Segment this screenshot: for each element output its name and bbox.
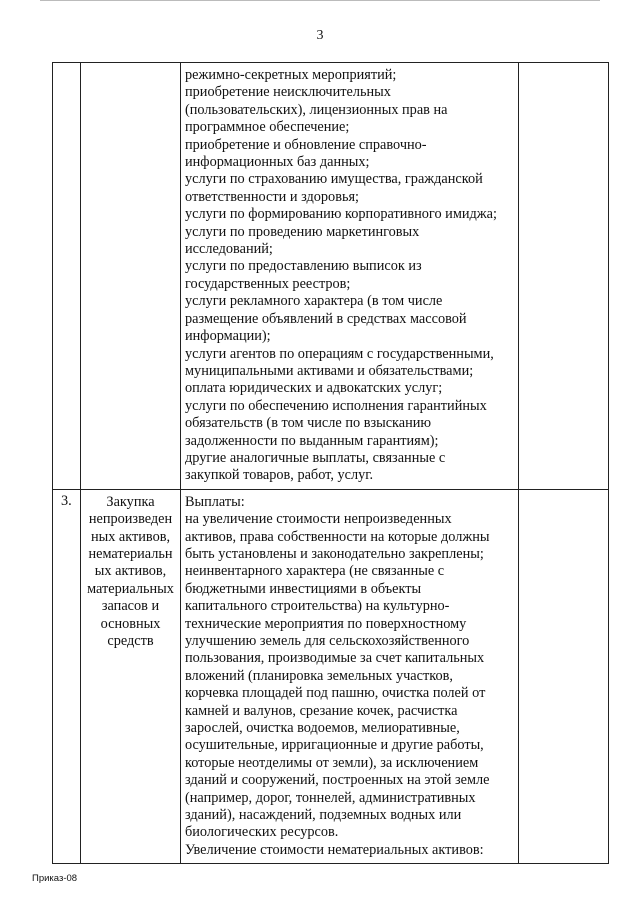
table-row — [53, 63, 609, 490]
row-name — [81, 490, 180, 655]
row-description-line: услуги по предоставлению выписок из — [185, 258, 422, 275]
row-description-line: (пользовательских), лицензионных прав на — [185, 101, 448, 118]
row-name-line: ых активов, — [94, 563, 167, 580]
row-name-line: основных — [100, 615, 161, 632]
row-description-line: муниципальными активами и обязательствами; — [185, 362, 474, 379]
row-description-line: исследований; — [185, 241, 273, 258]
row-name-line: материальных — [87, 580, 174, 597]
row-name-cell — [81, 63, 181, 490]
row-description-line: неинвентарного характера (не связанные с — [185, 563, 445, 580]
expenditure-table — [52, 62, 609, 864]
row-description-line: зданий), насаждений, подземных водных или — [185, 807, 462, 824]
row-description-line: услуги рекламного характера (в том числе — [185, 293, 443, 310]
row-name — [81, 63, 180, 71]
row-description-line: бюджетными инвестициями в объекты — [185, 580, 422, 597]
row-description-line: корчевка площадей под пашню, очистка полей от — [185, 685, 486, 702]
row-description-line: закупкой товаров, работ, услуг. — [185, 467, 374, 484]
row-description-line: зарослей, очистка водоемов, мелиоративные, — [185, 720, 460, 737]
row-description — [181, 490, 518, 864]
page-number: 3 — [316, 28, 324, 43]
row-description-line: информационных баз данных; — [185, 154, 370, 171]
row-extra — [519, 63, 608, 69]
row-description-line: которые неотделимы от земли), за исключением — [185, 754, 479, 771]
row-description-line: (например, дорог, тоннелей, административных — [185, 789, 476, 806]
row-description-cell — [181, 489, 519, 864]
row-name-line: Закупка — [106, 493, 155, 510]
row-description-line: быть установлены и законодательно закреплены; — [185, 545, 484, 562]
row-extra-cell — [519, 489, 609, 864]
row-description — [181, 63, 518, 489]
row-description-line: размещение объявлений в средствах массовой — [185, 310, 467, 327]
row-description-line: Увеличение стоимости нематериальных активов: — [185, 841, 484, 858]
row-description-line: камней и валунов, срезание кочек, расчистка — [185, 702, 458, 719]
row-description-line: информации); — [185, 328, 271, 345]
scan-edge-line — [40, 0, 600, 1]
table-row — [53, 489, 609, 864]
row-name-line: запасов и — [101, 598, 160, 615]
row-description-line: оплата юридических и адвокатских услуг; — [185, 380, 443, 397]
row-description-line: осушительные, ирригационные и другие работы, — [185, 737, 484, 754]
row-description-line: режимно-секретных мероприятий; — [185, 67, 397, 83]
row-name-line: ных активов, — [90, 528, 171, 545]
row-description-line: услуги по проведению маркетинговых — [185, 223, 420, 240]
row-extra — [519, 490, 608, 496]
row-description-line: капитального строительства) на культурно- — [185, 598, 450, 615]
document-code: Приказ-08 — [32, 873, 78, 884]
row-description-cell — [181, 63, 519, 490]
row-description-line: зданий и сооружений, построенных на этой земле — [185, 772, 490, 789]
row-description-line: услуги по формированию корпоративного имиджа; — [185, 206, 497, 223]
row-number: 3. — [61, 492, 72, 509]
row-name-cell — [81, 489, 181, 864]
row-description-line: вложений (планировка земельных участков, — [185, 667, 453, 684]
row-description-line: технические мероприятия по поверхностному — [185, 615, 467, 632]
row-name-line: непроизведен — [88, 511, 173, 528]
row-extra-cell — [519, 63, 609, 490]
row-number — [53, 63, 80, 66]
row-description-line: программное обеспечение; — [185, 119, 350, 136]
row-name-line: нематериальн — [88, 545, 173, 562]
row-description-line: активов, права собственности на которые должны — [185, 528, 490, 545]
row-description-line: услуги агентов по операциям с государственными, — [185, 345, 494, 362]
row-description-line: Выплаты: — [185, 493, 245, 510]
row-description-line: пользования, производимые за счет капитальных — [185, 650, 485, 667]
row-description-line: улучшению земель для сельскохозяйственного — [185, 633, 470, 649]
row-description-line: ответственности и здоровья; — [185, 188, 360, 205]
row-number-cell — [53, 489, 81, 864]
row-description-line: задолженности по выданным гарантиям); — [185, 432, 439, 449]
row-number-cell — [53, 63, 81, 490]
row-description-line: другие аналогичные выплаты, связанные с — [185, 449, 446, 466]
row-name-line: средств — [107, 633, 154, 649]
row-description-line: услуги по обеспечению исполнения гарантийных — [185, 397, 487, 414]
row-description-line: на увеличение стоимости непроизведенных — [185, 511, 452, 528]
row-description-line: приобретение и обновление справочно- — [185, 136, 427, 153]
row-description-line: приобретение неисключительных — [185, 84, 391, 101]
row-description-line: услуги по страхованию имущества, гражданской — [185, 171, 483, 188]
row-description-line: государственных реестров; — [185, 275, 351, 292]
row-description-line: биологических ресурсов. — [185, 824, 339, 841]
row-description-line: обязательств (в том числе по взысканию — [185, 415, 432, 432]
